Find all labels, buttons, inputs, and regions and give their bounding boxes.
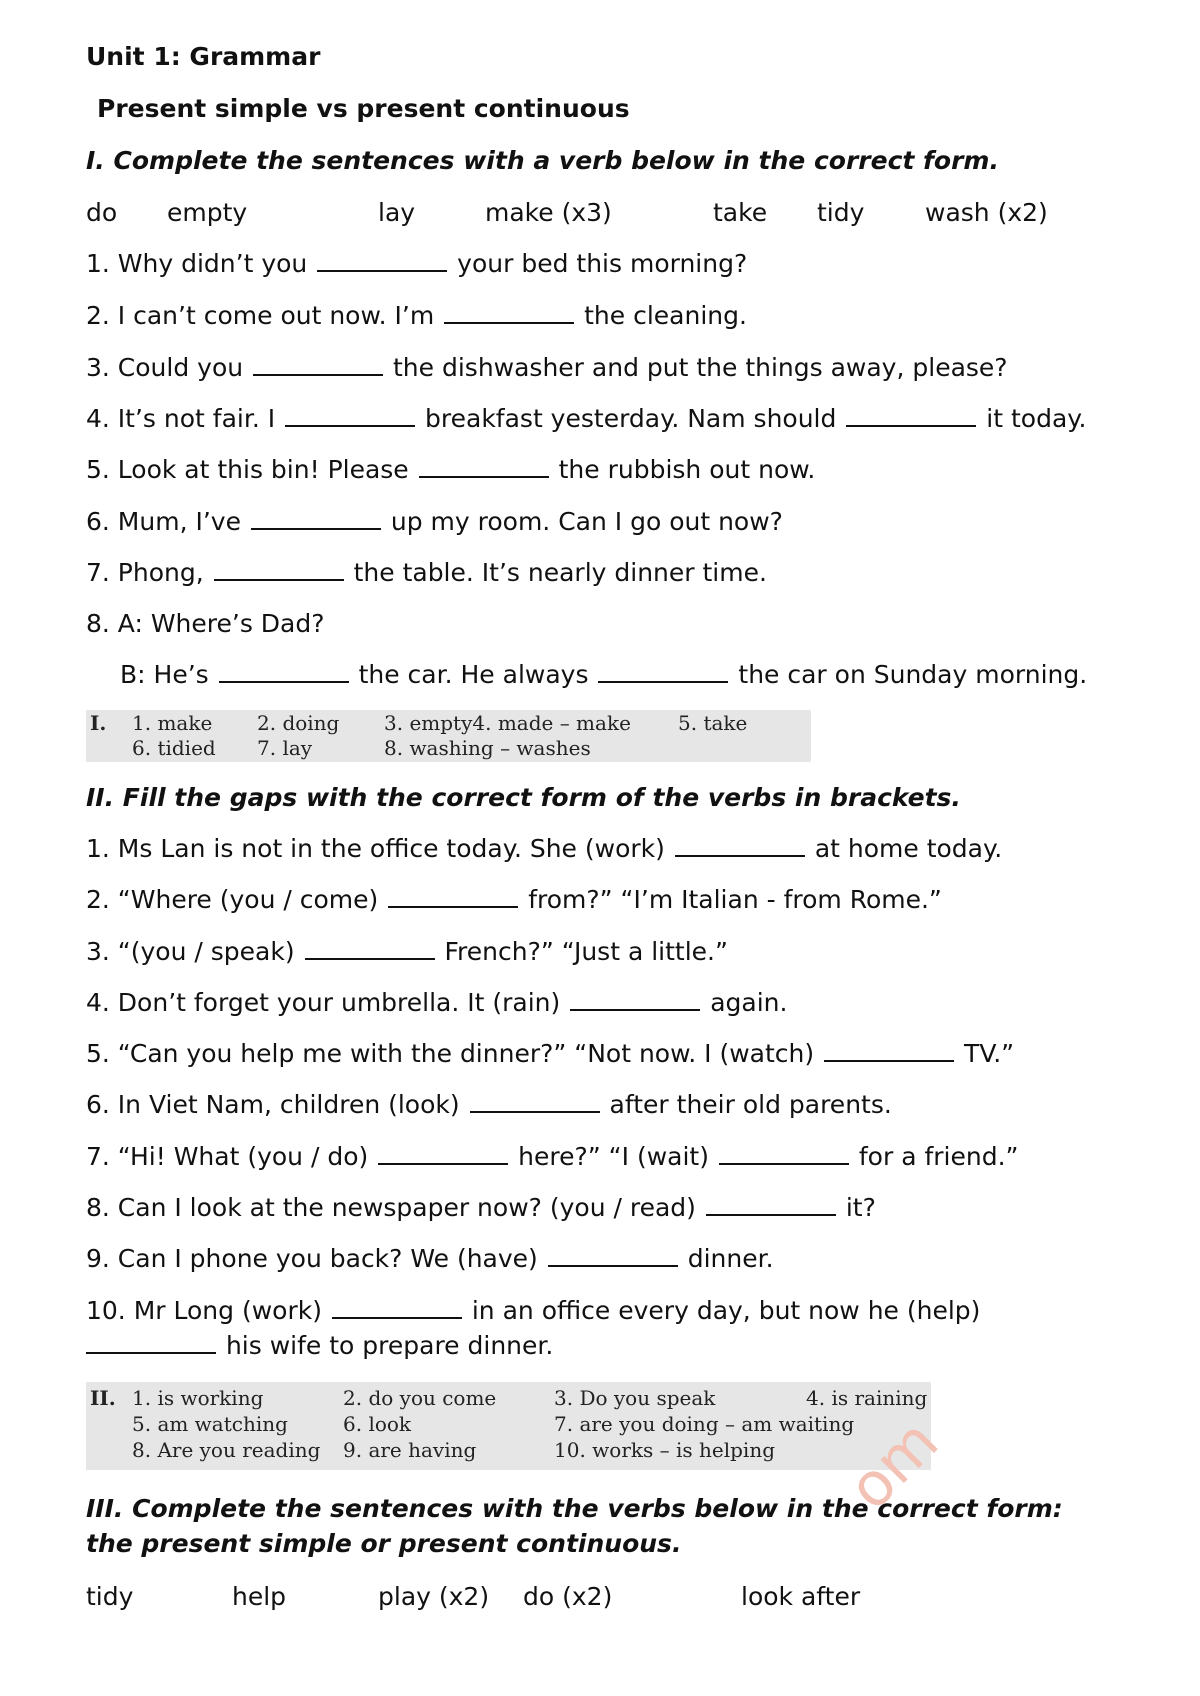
exercise-2-item-continued: his wife to prepare dinner. (86, 1331, 553, 1360)
answer-key-cell: 1. is working (132, 1386, 264, 1410)
exercise-1-item: 4. It’s not fair. I breakfast yesterday. Nam should it today. (86, 404, 1087, 433)
exercise-2-item: 5. “Can you help me with the dinner?” “Not now. I (watch) TV.” (86, 1039, 1015, 1068)
answer-key-cell: 4. is raining (806, 1386, 928, 1410)
word-bank-item: tidy (817, 198, 865, 227)
answer-key-label: I. (90, 711, 107, 735)
answer-key-cell: 8. washing – washes (384, 736, 591, 760)
word-bank-item: tidy (86, 1582, 134, 1611)
section-3-heading-line-2: the present simple or present continuous. (86, 1529, 682, 1558)
answer-blank[interactable] (675, 835, 805, 857)
answer-blank[interactable] (86, 1332, 216, 1354)
answer-blank[interactable] (846, 405, 976, 427)
word-bank-item: play (x2) (378, 1582, 490, 1611)
topic-title: Present simple vs present continuous (97, 94, 630, 123)
answer-key-cell: 1. make (132, 711, 213, 735)
section-1-heading: I. Complete the sentences with a verb below in the correct form. (86, 146, 999, 175)
exercise-1-item: 1. Why didn’t you your bed this morning? (86, 249, 748, 278)
answer-key-cell: 5. take (678, 711, 748, 735)
exercise-2-item: 4. Don’t forget your umbrella. It (rain) again. (86, 988, 788, 1017)
answer-blank[interactable] (378, 1143, 508, 1165)
answer-key-1 (86, 710, 811, 762)
exercise-2-item: 3. “(you / speak) French?” “Just a little.” (86, 937, 728, 966)
answer-key-cell: 7. are you doing – am waiting (554, 1412, 855, 1436)
answer-key-cell: 2. do you come (343, 1386, 497, 1410)
answer-key-label: II. (90, 1386, 116, 1410)
exercise-1-item: 3. Could you the dishwasher and put the things away, please? (86, 353, 1008, 382)
answer-key-cell: 6. tidied (132, 736, 216, 760)
exercise-2-item: 9. Can I phone you back? We (have) dinner. (86, 1244, 774, 1273)
word-bank-item: empty (167, 198, 248, 227)
exercise-2-item: 1. Ms Lan is not in the office today. She (work) at home today. (86, 834, 1003, 863)
answer-blank[interactable] (219, 661, 349, 683)
answer-key-cell: 10. works – is helping (554, 1438, 775, 1462)
answer-blank[interactable] (285, 405, 415, 427)
exercise-2-item: 6. In Viet Nam, children (look) after their old parents. (86, 1090, 892, 1119)
answer-blank[interactable] (332, 1297, 462, 1319)
answer-blank[interactable] (824, 1040, 954, 1062)
answer-blank[interactable] (214, 559, 344, 581)
exercise-1-item: B: He’s the car. He always the car on Sunday morning. (120, 660, 1088, 689)
answer-blank[interactable] (470, 1091, 600, 1113)
answer-blank[interactable] (253, 354, 383, 376)
answer-key-cell: 6. look (343, 1412, 412, 1436)
answer-blank[interactable] (706, 1194, 836, 1216)
unit-title: Unit 1: Grammar (86, 42, 321, 71)
section-3-heading: III. Complete the sentences with the verbs below in the correct form: (86, 1494, 1063, 1523)
exercise-1-item: 5. Look at this bin! Please the rubbish out now. (86, 455, 816, 484)
answer-blank[interactable] (388, 886, 518, 908)
answer-key-cell: 2. doing (257, 711, 340, 735)
exercise-1-item: 6. Mum, I’ve up my room. Can I go out now? (86, 507, 783, 536)
word-bank-item: help (232, 1582, 287, 1611)
answer-key-cell: 7. lay (257, 736, 313, 760)
answer-blank[interactable] (719, 1143, 849, 1165)
exercise-2-item: 2. “Where (you / come) from?” “I’m Italian - from Rome.” (86, 885, 942, 914)
answer-key-cell: 3. empty4. made – make (384, 711, 631, 735)
answer-blank[interactable] (444, 302, 574, 324)
word-bank-item: take (713, 198, 768, 227)
exercise-2-item: 7. “Hi! What (you / do) here?” “I (wait) for a friend.” (86, 1142, 1019, 1171)
watermark: om (835, 1406, 952, 1524)
answer-blank[interactable] (251, 508, 381, 530)
answer-blank[interactable] (548, 1245, 678, 1267)
answer-blank[interactable] (598, 661, 728, 683)
answer-key-cell: 8. Are you reading (132, 1438, 321, 1462)
word-bank-item: do (86, 198, 118, 227)
section-2-heading: II. Fill the gaps with the correct form of the verbs in brackets. (86, 783, 961, 812)
word-bank-item: make (x3) (485, 198, 612, 227)
word-bank-item: wash (x2) (925, 198, 1048, 227)
exercise-1-item: 8. A: Where’s Dad? (86, 609, 325, 638)
answer-blank[interactable] (305, 938, 435, 960)
exercise-2-item: 8. Can I look at the newspaper now? (you / read) it? (86, 1193, 876, 1222)
exercise-2-item: 10. Mr Long (work) in an office every day, but now he (help) (86, 1296, 981, 1325)
answer-blank[interactable] (317, 250, 447, 272)
word-bank-item: do (x2) (523, 1582, 613, 1611)
answer-key-cell: 9. are having (343, 1438, 477, 1462)
answer-key-cell: 5. am watching (132, 1412, 288, 1436)
answer-key-cell: 3. Do you speak (554, 1386, 716, 1410)
answer-blank[interactable] (570, 989, 700, 1011)
word-bank-item: lay (378, 198, 416, 227)
exercise-1-item: 2. I can’t come out now. I’m the cleaning. (86, 301, 747, 330)
answer-blank[interactable] (419, 456, 549, 478)
exercise-1-item: 7. Phong, the table. It’s nearly dinner time. (86, 558, 767, 587)
word-bank-item: look after (741, 1582, 861, 1611)
